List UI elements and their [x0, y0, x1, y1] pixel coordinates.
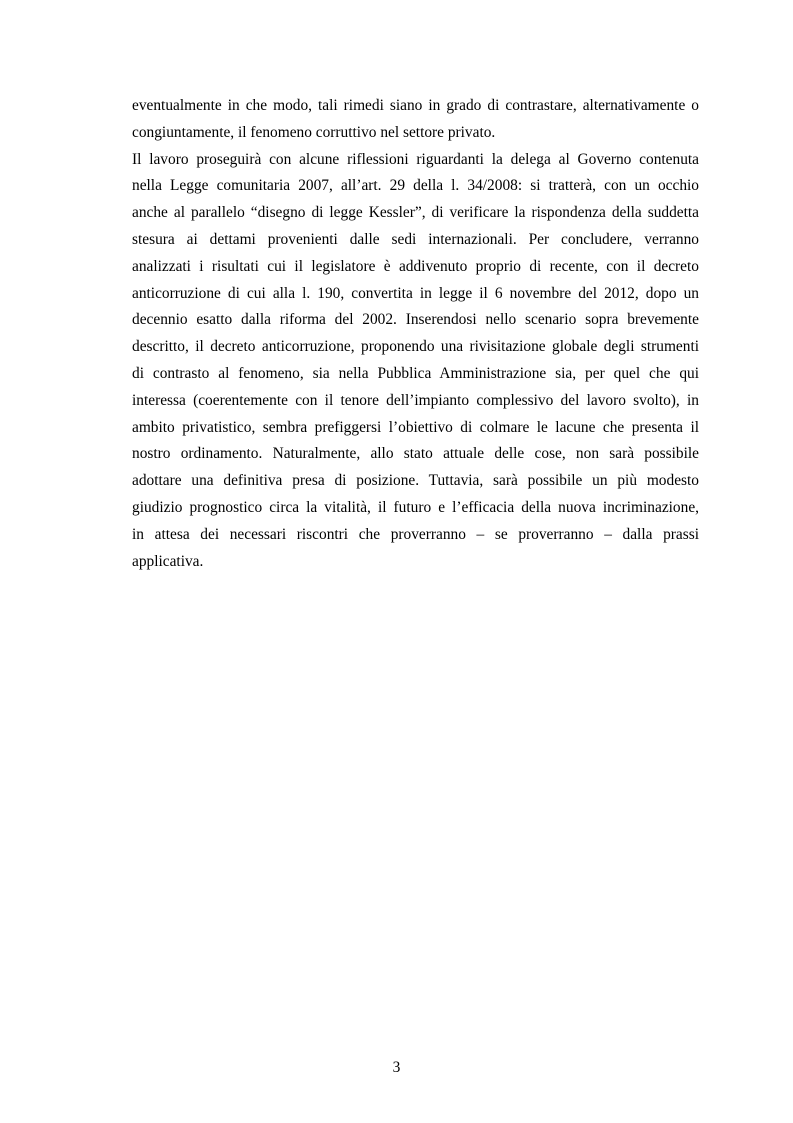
text-line: giudizio prognostico circa la vitalità, il futuro e l’efficacia della nuova incriminazione, [132, 498, 699, 516]
text-line: anticorruzione di cui alla l. 190, convertita in legge il 6 novembre del 2012, dopo un [132, 284, 699, 302]
text-line: adottare una definitiva presa di posizione. Tuttavia, sarà possibile un più modesto [132, 472, 699, 490]
page-number: 3 [392, 1059, 401, 1076]
text-line: nella Legge comunitaria 2007, all’art. 29 della l. 34/2008: si tratterà, con un occhio [132, 177, 699, 195]
text-line: stesura ai dettami provenienti dalle sedi internazionali. Per concludere, verranno [132, 230, 699, 248]
text-line: interessa (coerentemente con il tenore dell’impianto complessivo del lavoro svolto), in [132, 391, 699, 409]
text-line: Il lavoro proseguirà con alcune riflessioni riguardanti la delega al Governo contenuta [132, 150, 699, 168]
text-line: eventualmente in che modo, tali rimedi siano in grado di contrastare, alternativamente o [132, 97, 699, 114]
text-line: congiuntamente, il fenomeno corruttivo nel settore privato. [132, 123, 496, 141]
text-line: ambito privatistico, sembra prefiggersi l’obiettivo di colmare le lacune che presenta il [132, 418, 699, 436]
text-line: decennio esatto dalla riforma del 2002. Inserendosi nello scenario sopra brevemente [132, 311, 699, 329]
body-text [132, 93, 699, 575]
text-line: anche al parallelo “disegno di legge Kessler”, di verificare la rispondenza della suddetta [132, 204, 699, 222]
text-line: applicativa. [132, 552, 204, 570]
text-line: descritto, il decreto anticorruzione, proponendo una rivisitazione globale degli strumenti [132, 338, 699, 356]
text-line: di contrasto al fenomeno, sia nella Pubblica Amministrazione sia, per quel che qui [132, 364, 699, 382]
text-line: in attesa dei necessari riscontri che proverranno – se proverranno – dalla prassi [132, 525, 699, 543]
text-line: nostro ordinamento. Naturalmente, allo stato attuale delle cose, non sarà possibile [132, 445, 699, 463]
text-line: analizzati i risultati cui il legislatore è addivenuto proprio di recente, con il decreto [132, 257, 699, 275]
